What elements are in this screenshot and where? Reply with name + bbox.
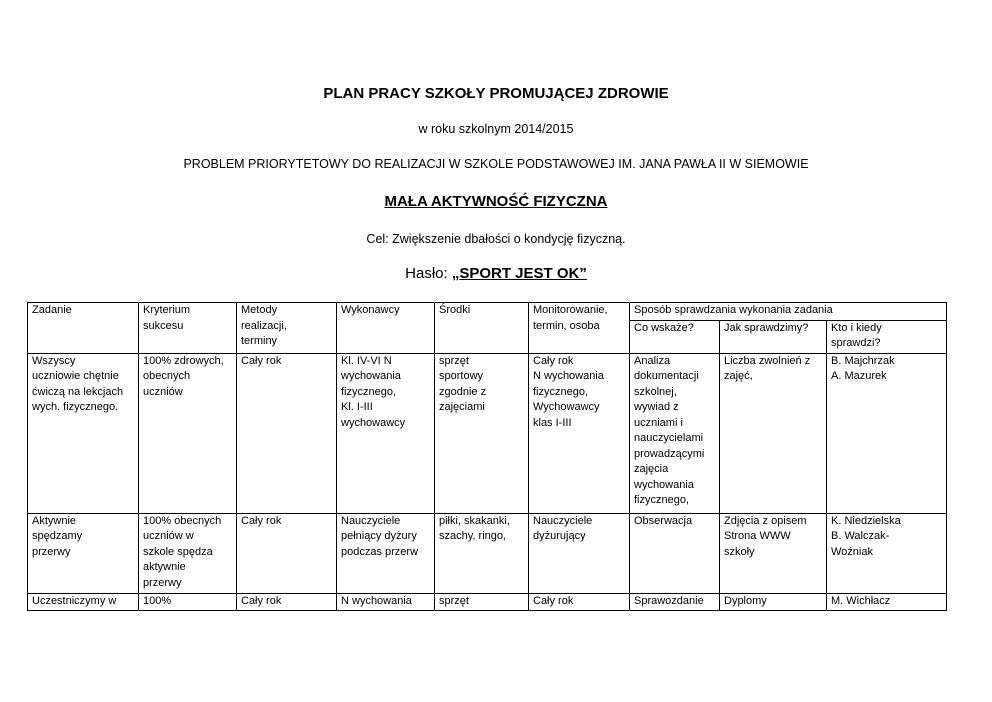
column-header-task: Zadanie xyxy=(28,303,139,354)
cell-monitoring: Nauczyciele dyżurujący xyxy=(529,513,630,593)
cell-monitoring: Cały rok xyxy=(529,593,630,611)
cell-methods: Cały rok xyxy=(237,593,337,611)
column-header-how-check: Jak sprawdzimy? xyxy=(720,320,827,353)
motto-value: „SPORT JEST OK” xyxy=(451,265,587,282)
cell-what-shows: Obserwacja xyxy=(630,513,720,593)
priority-problem: PROBLEM PRIORYTETOWY DO REALIZACJI W SZKOLE PODSTAWOWEJ IM. JANA PAWŁA II W SIEMOWIE xyxy=(183,157,809,171)
cell-who-when: M. Wichłacz xyxy=(827,593,947,611)
column-header-means: Środki xyxy=(435,303,529,354)
column-header-what-shows: Co wskaże? xyxy=(630,320,720,353)
table-row xyxy=(28,513,947,593)
cell-how-check: Dyplomy xyxy=(720,593,827,611)
cell-what-shows: Analiza dokumentacji szkolnej, wywiad z uczniami i nauczycielami prowadzącymi zajęcia wychowania fizycznego, xyxy=(630,353,720,513)
cell-task: Aktywnie spędzamy przerwy xyxy=(28,513,139,593)
cell-task: Wszyscy uczniowie chętnie ćwiczą na lekcjach wych. fizycznego. xyxy=(28,353,139,513)
motto xyxy=(0,265,992,282)
cell-how-check: Zdjęcia z opisem Strona WWW szkoły xyxy=(720,513,827,593)
column-header-who-when: Kto i kiedy sprawdzi? xyxy=(827,320,947,353)
table-header-row xyxy=(28,303,947,321)
cell-executors: N wychowania xyxy=(337,593,435,611)
cell-methods: Cały rok xyxy=(237,513,337,593)
cell-who-when: K. Niedzielska B. Walczak- Woźniak xyxy=(827,513,947,593)
school-year: w roku szkolnym 2014/2015 xyxy=(418,122,574,136)
cell-means: sprzęt sportowy zgodnie z zajęciami xyxy=(435,353,529,513)
cell-means: piłki, skakanki, szachy, ringo, xyxy=(435,513,529,593)
table-row xyxy=(28,353,947,513)
cell-methods: Cały rok xyxy=(237,353,337,513)
cell-monitoring: Cały rok N wychowania fizycznego, Wychowawcy klas I-III xyxy=(529,353,630,513)
cell-how-check: Liczba zwolnień z zajęć, xyxy=(720,353,827,513)
cell-task: Uczestniczymy w xyxy=(28,593,139,611)
motto-label: Hasło: xyxy=(405,265,452,282)
cell-executors: Nauczyciele pełniący dyżury podczas przerw xyxy=(337,513,435,593)
cell-criterion: 100% xyxy=(139,593,237,611)
table-row xyxy=(28,593,947,611)
cell-criterion: 100% zdrowych, obecnych uczniów xyxy=(139,353,237,513)
column-header-executors: Wykonawcy xyxy=(337,303,435,354)
cell-who-when: B. Majchrzak A. Mazurek xyxy=(827,353,947,513)
plan-table xyxy=(27,302,947,611)
cell-what-shows: Sprawozdanie xyxy=(630,593,720,611)
column-group-verification: Sposób sprawdzania wykonania zadania xyxy=(630,303,947,321)
goal-text: Cel: Zwiększenie dbałości o kondycję fizyczną. xyxy=(366,232,626,246)
cell-criterion: 100% obecnych uczniów w szkole spędza aktywnie przerwy xyxy=(139,513,237,593)
column-header-methods: Metody realizacji, terminy xyxy=(237,303,337,354)
cell-executors: Kl. IV-VI N wychowania fizycznego, Kl. I-III wychowawcy xyxy=(337,353,435,513)
column-header-monitoring: Monitorowanie, termin, osoba xyxy=(529,303,630,354)
cell-means: sprzęt xyxy=(435,593,529,611)
topic-heading: MAŁA AKTYWNOŚĆ FIZYCZNA xyxy=(384,193,608,210)
document-title: PLAN PRACY SZKOŁY PROMUJĄCEJ ZDROWIE xyxy=(323,85,669,102)
column-header-criterion: Kryterium sukcesu xyxy=(139,303,237,354)
